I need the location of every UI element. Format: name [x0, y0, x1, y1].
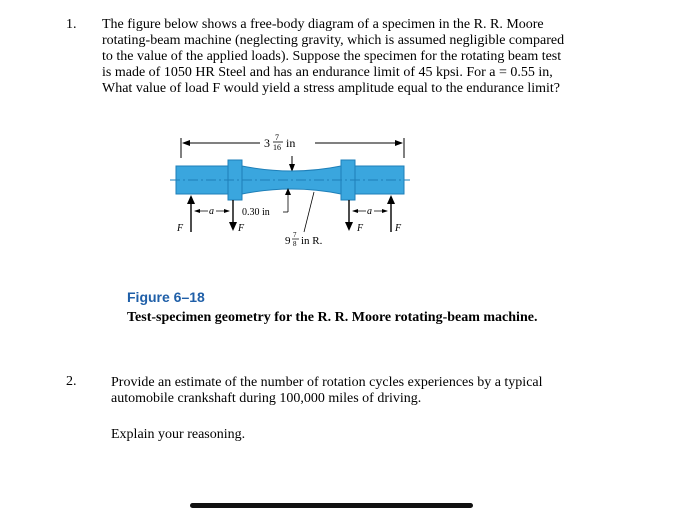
force-label: F	[395, 223, 402, 234]
question-1-line: to the value of the applied loads). Suppose the specimen for the rotating beam test	[102, 49, 562, 64]
arrow-head	[187, 195, 195, 204]
dim-length-unit: in	[286, 136, 296, 150]
dim-length-frac-num: 7	[275, 133, 279, 142]
question-2-line: Provide an estimate of the number of rotation cycles experiences by a typical	[111, 375, 543, 390]
arrow-head	[229, 222, 237, 231]
question-2-number: 2.	[66, 374, 77, 389]
dim-radius-frac-den: 8	[293, 240, 297, 248]
dim-length-whole: 3	[264, 136, 270, 150]
question-1-line: rotating-beam machine (neglecting gravity, which is assumed negligible compared	[102, 33, 565, 48]
dim-radius-frac-num: 7	[293, 231, 297, 239]
arrow-head	[387, 195, 395, 204]
dim-a-label-right: a	[367, 206, 372, 217]
arrow-head	[182, 140, 190, 146]
arrow-head	[382, 209, 388, 213]
question-1-number: 1.	[66, 17, 77, 32]
question-2-line: automobile crankshaft during 100,000 miles of driving.	[111, 391, 422, 406]
arrow-head	[352, 209, 358, 213]
arrow-head	[194, 209, 200, 213]
arrow-head	[345, 222, 353, 231]
question-1-line: What value of load F would yield a stress amplitude equal to the endurance limit?	[102, 81, 560, 96]
dim-radius-whole: 9	[285, 235, 291, 247]
force-label: F	[238, 223, 245, 234]
force-label: F	[357, 223, 364, 234]
dim-a-label-left: a	[209, 206, 214, 217]
dim-diameter-label: 0.30 in	[242, 207, 270, 218]
home-indicator[interactable]	[190, 503, 473, 508]
radius-leader	[304, 192, 314, 232]
figure-caption: Test-specimen geometry for the R. R. Moore rotating-beam machine.	[127, 310, 538, 325]
question-1-line: The figure below shows a free-body diagram of a specimen in the R. R. Moore	[102, 17, 544, 32]
question-2-followup: Explain your reasoning.	[111, 427, 246, 442]
force-label: F	[177, 223, 184, 234]
dim-length-frac-den: 16	[273, 143, 281, 152]
question-1-line: is made of 1050 HR Steel and has an endurance limit of 45 kpsi. For a = 0.55 in,	[102, 65, 553, 80]
dim-radius-unit: in R.	[301, 235, 323, 247]
question-2-text	[111, 375, 543, 407]
figure-title: Figure 6–18	[127, 289, 205, 305]
arrow-head	[395, 140, 403, 146]
arrow-head	[224, 209, 230, 213]
